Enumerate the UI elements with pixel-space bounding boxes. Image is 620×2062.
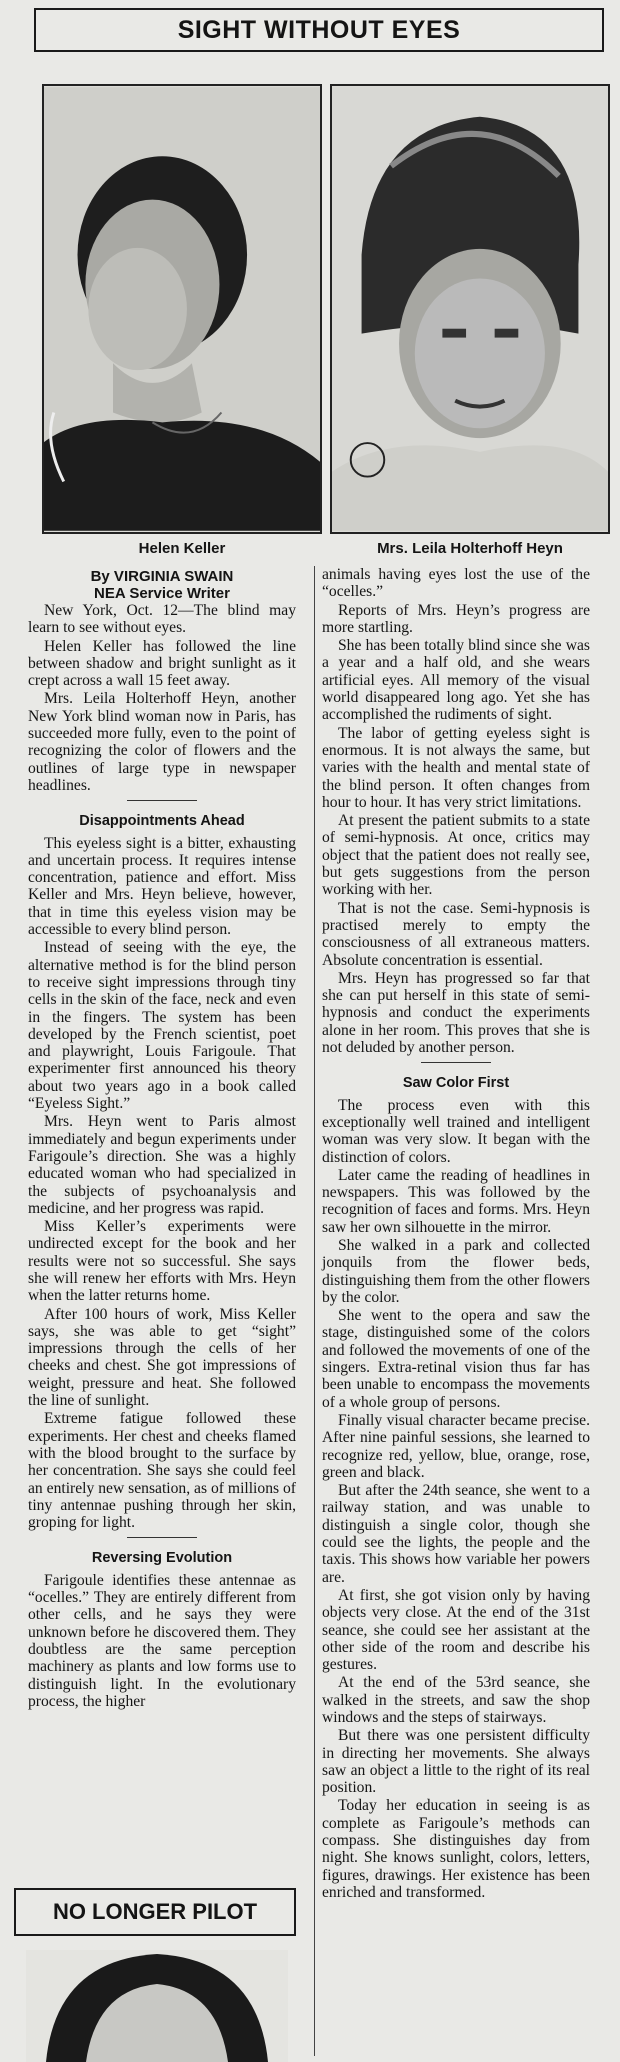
column-divider (314, 566, 315, 2056)
paragraph: Mrs. Leila Holterhoff Heyn, another New York blind woman now in Paris, has succeeded more fully, even to the point of recognizing the color of flowers and the outlines of large type in newspaper headlines. (28, 690, 296, 794)
paragraph: At the end of the 53rd seance, she walked in the streets, and saw the shop windows and the steps of stairways. (322, 1674, 590, 1726)
second-article-headline: NO LONGER PILOT (14, 1888, 296, 1936)
pilot-portrait (26, 1950, 288, 2062)
photo-helen-keller (42, 84, 322, 534)
subhead-saw-color-first: Saw Color First (402, 1075, 510, 1092)
paragraph: After 100 hours of work, Miss Keller says, she was able to get “sight” impressions through the cells of her cheeks and chest. She got impressions of weight, pressure and heat. She followed the line of sunlight. (28, 1305, 296, 1410)
column-right (322, 566, 590, 1902)
paragraph: Miss Keller’s experiments were undirected except for the book and her results were not so successful. She says she will renew her efforts with Mrs. Heyn when the latter returns home. (28, 1218, 296, 1305)
paragraph: This eyeless sight is a bitter, exhausting and uncertain process. It requires intense concentration, patience and effort. Miss Keller and Mrs. Heyn believe, however, that in time this eyeless vision may be accessible to every blind person. (28, 834, 296, 939)
column-left (28, 568, 296, 1711)
byline-role: NEA Service Writer (94, 585, 230, 602)
subhead-disappointments: Disappointments Ahead (79, 813, 245, 830)
section-rule (421, 1062, 491, 1063)
subhead-reversing-evolution: Reversing Evolution (91, 1550, 233, 1567)
paragraph: But after the 24th seance, she went to a railway station, and was unable to distinguish a single color, though she could see the lights, the people and the taxis. This shows how variable her powers are. (322, 1482, 590, 1586)
second-article-photo (26, 1950, 288, 2062)
paragraph: At first, she got vision only by having objects very close. At the end of the 31st seance, she could see her assistant at the other side of the room and describe his gestures. (322, 1586, 590, 1674)
paragraph: Today her education in seeing is as complete as Farigoule’s methods can compass. She distinguishes day from night. She knows sunlight, colors, letters, figures, drawings. Her existence has been enriched and transformed. (322, 1797, 590, 1901)
portrait-leila-heyn (332, 86, 608, 532)
paragraph: The process even with this exceptionally well trained and intelligent woman was very slow. It began with the distinction of colors. (322, 1096, 590, 1166)
section-rule (127, 800, 197, 801)
paragraph: But there was one persistent difficulty in directing her movements. She always saw an object a little to the right of its real position. (322, 1727, 590, 1797)
paragraph: New York, Oct. 12—The blind may learn to see without eyes. (28, 602, 296, 637)
caption-helen-keller: Helen Keller (138, 540, 226, 557)
paragraph: Extreme fatigue followed these experiments. Her chest and cheeks flamed with the blood brought to the surface by her concentration. She says she could feel an entirely new sensation, as of millions of tiny antennae pushing through her skin, groping for light. (28, 1410, 296, 1532)
paragraph: Mrs. Heyn went to Paris almost immediately and begun experiments under Farigoule’s direction. She was a highly educated woman who had specialized in the subjects of psychoanalysis and medicine, and her progress was rapid. (28, 1113, 296, 1217)
caption-leila-heyn: Mrs. Leila Holterhoff Heyn (377, 540, 563, 557)
paragraph: Reports of Mrs. Heyn’s progress are more startling. (322, 601, 590, 636)
article-headline: SIGHT WITHOUT EYES (34, 8, 604, 52)
photo-leila-heyn (330, 84, 610, 534)
paragraph: Instead of seeing with the eye, the alternative method is for the blind person to receive sight impressions through tiny cells in the skin of the face, neck and even in the fingers. The system has been developed by the French scientist, poet and playwright, Louis Farigoule. That experimenter first announced his theory about two years ago in a book called “Eyeless Sight.” (28, 939, 296, 1113)
paragraph: Farigoule identifies these antennae as “ocelles.” They are entirely different from other cells, and he says they were unknown before he discovered them. They doubtless are the same perception machinery as plants and low forms use to distinguish light. In the evolutionary process, the higher (28, 1571, 296, 1710)
paragraph: animals having eyes lost the use of the “ocelles.” (322, 566, 590, 601)
paragraph: Helen Keller has followed the line between shadow and bright sunlight as it crept across a wall 15 feet away. (28, 637, 296, 690)
paragraph: Finally visual character became precise. After nine painful sessions, she learned to recognize red, yellow, blue, orange, rose, green and black. (322, 1411, 590, 1481)
portrait-helen-keller (44, 86, 320, 532)
paragraph: The labor of getting eyeless sight is enormous. It is not always the same, but varies with the health and mental state of the blind person. It often changes from hour to hour. It has very strict limitations. (322, 724, 590, 811)
byline (28, 568, 296, 602)
paragraph: Later came the reading of headlines in newspapers. This was followed by the recognition of faces and forms. Mrs. Heyn saw her own silhouette in the mirror. (322, 1166, 590, 1236)
paragraph: She walked in a park and collected jonquils from the flower beds, distinguishing them from the other flowers by the color. (322, 1236, 590, 1306)
paragraph: That is not the case. Semi-hypnosis is practised merely to empty the consciousness of all extraneous matters. Absolute concentration is essential. (322, 899, 590, 969)
paragraph: At present the patient submits to a state of semi-hypnosis. At once, critics may object that the patient does not really see, but gets suggestions from the person working with her. (322, 812, 590, 899)
section-rule (127, 1537, 197, 1538)
paragraph: Mrs. Heyn has progressed so far that she can put herself in this state of semi-hypnosis and conduct the experiments alone in her room. This proves that she is not deluded by another person. (322, 969, 590, 1057)
paragraph: She went to the opera and saw the stage, distinguished some of the colors and followed the movements of one of the singers. Extra-retinal vision thus far has been unable to encompass the movements of a whole group of persons. (322, 1307, 590, 1411)
byline-author: By VIRGINIA SWAIN (90, 568, 234, 585)
paragraph: She has been totally blind since she was a year and a half old, and she wears artificial eyes. All memory of the visual world disappeared long ago. Yet she has accomplished the rudiments of sight. (322, 637, 590, 724)
